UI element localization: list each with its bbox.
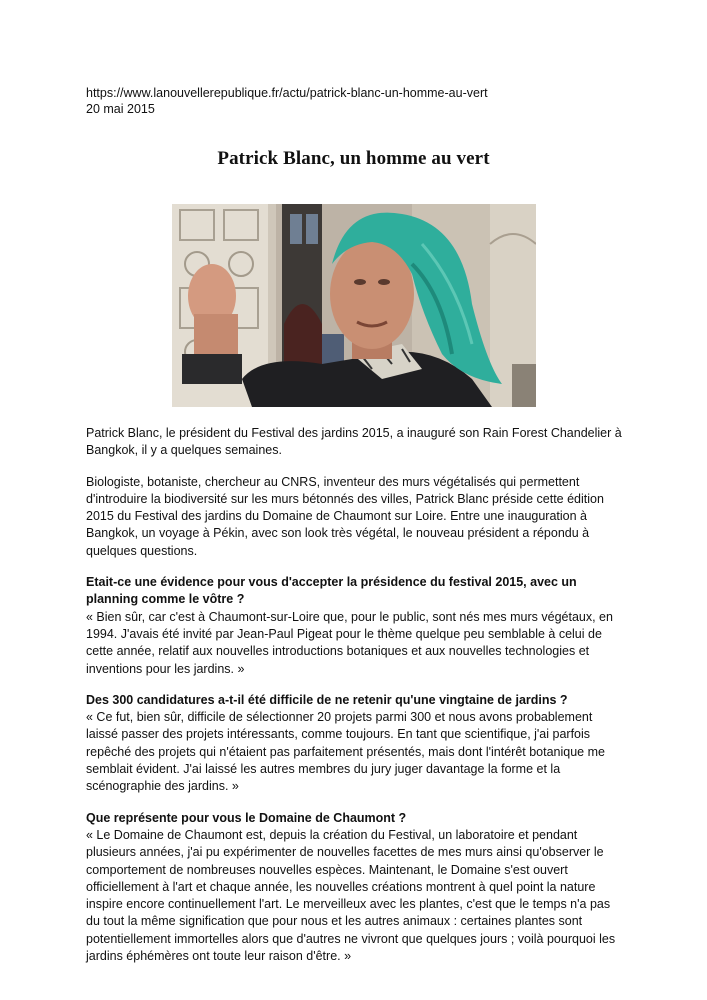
qa-question: Etait-ce une évidence pour vous d'accepter la présidence du festival 2015, avec un planning comme le vôtre ? xyxy=(86,575,577,607)
article-body xyxy=(86,425,626,979)
photo-caption: Patrick Blanc, le président du Festival des jardins 2015, a inauguré son Rain Forest Chandelier à Bangkok, il y a quelques semaines. xyxy=(86,426,622,458)
article-intro: Biologiste, botaniste, chercheur au CNRS, inventeur des murs végétalisés qui permettent d'introduire la biodiversité sur les murs bétonnés des villes, Patrick Blanc préside cette édition 2015 du Festival des jardins du Domaine de Chaumont sur Loire. Entre une inauguration à Bangkok, un voyage à Pékin, avec son look très végétal, le nouveau président a répondu à quelques questions. xyxy=(86,474,604,558)
source-url: https://www.lanouvellerepublique.fr/actu/patrick-blanc-un-homme-au-vert xyxy=(86,86,488,100)
article-title: Patrick Blanc, un homme au vert xyxy=(217,148,490,169)
source-meta xyxy=(86,85,488,117)
qa-question: Des 300 candidatures a-t-il été difficile de ne retenir qu'une vingtaine de jardins ? xyxy=(86,692,568,707)
qa-block xyxy=(86,574,626,678)
qa-block xyxy=(86,692,626,796)
source-date: 20 mai 2015 xyxy=(86,102,155,116)
qa-question: Que représente pour vous le Domaine de Chaumont ? xyxy=(86,810,407,825)
qa-block xyxy=(86,810,626,966)
qa-answer: « Le Domaine de Chaumont est, depuis la création du Festival, un laboratoire et pendant plusieurs années, j'ai pu expérimenter de nouvelles facettes de mes murs ainsi qu'observer le comportement de nombreuses nouvelles espèces. Maintenant, le Domaine s'est ouvert officiellement à l'art et chaque année, les nouvelles créations montrent à quel point la nature inspire encore continuellement l'art. Le merveilleux avec les plantes, c'est que le temps n'a pas du tout la même signification que pour nous et les autres animaux : certaines plantes sont potentiellement immortelles alors que d'autres ne vivront que quelques jours ; voilà pourquoi les jardins éphémères ont toute leur raison d'être. » xyxy=(86,827,616,964)
qa-answer: « Ce fut, bien sûr, difficile de sélectionner 20 projets parmi 300 et nous avons probablement laissé passer des projets intéressants, comme toujours. En tant que scientifique, j'ai parfois repêché des projets qui n'étaient pas parfaitement présentés, mais dont l'intérêt botanique me semblait évident. J'ai laissé les autres membres du jury juger davantage la forme et la scénographie des jardins. » xyxy=(86,710,605,794)
qa-answer: « Bien sûr, car c'est à Chaumont-sur-Loire que, pour le public, sont nés mes murs végétaux, en 1994. J'avais été invité par Jean-Paul Pigeat pour le thème quelque peu semblable à celui de cette année, relatif aux nouvelles introductions botaniques et aux nouvelles technologies et inventions pour les jardins. » xyxy=(86,609,613,676)
article-photo xyxy=(172,204,536,407)
